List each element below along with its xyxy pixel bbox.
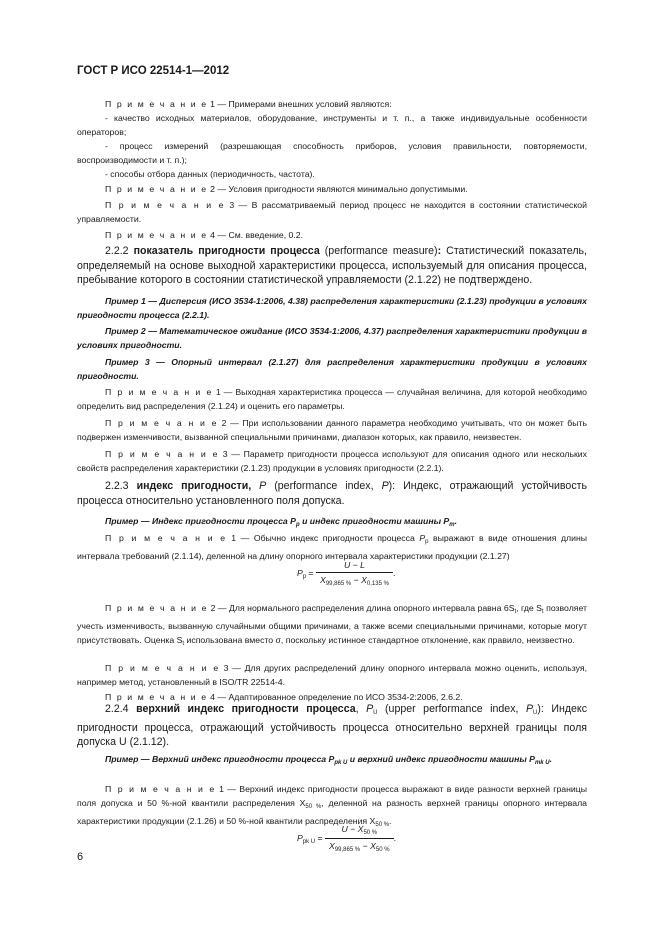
note-1-item-2: - процесс измерений (разрешающая способность приборов, условия правильности, повторяемости, воспроизводимости и т. п.);	[77, 141, 587, 165]
example-2: Пример 2 — Математическое ожидание (ИСО 3534-1:2006, 4.37) распределения характеристики продукции в условиях пригодности.	[77, 326, 587, 350]
note-1-item-3: - способы отбора данных (периодичность, частота).	[105, 169, 315, 179]
numerator: $U - X_{50 \%}$	[325, 824, 394, 839]
denominator: $X_{99,865 \%} - X_{50 \%}$	[329, 841, 390, 853]
note-1: П р и м е ч а н и е 1 — Верхний индекс пригодности процесса выражают в виде разности верхней границы поля допуска и 50 %-ной квантили распределения $X_{50 \%}$, деленной на разность верхней границы опорного интервала характеристики продукции (2.1.26) и 50 %-ной квантили распределения $X_{50 \%}$.	[77, 784, 587, 828]
formula-pp: $P_p$ = $\frac{U - L}{X_{99,865 \%} - X_{0,135 \%}}$ .	[297, 560, 396, 587]
note-2: П р и м е ч а н и е 2 — Для нормального распределения длина опорного интервала равна $6S_t$, где $S_t$ позволяет учесть изменчивость, вызванную случайными общими причинами, а также всеми специальными причинами, которые могут присутствовать. Оценка $S_t$ использована вместо σ, поскольку истинное стандартное отклонение, как правило, неизвестно.	[77, 603, 587, 647]
fraction	[325, 824, 394, 853]
section-2-2-2: 2.2.2 показатель пригодности процесса (performance measure): Статистический показатель, определяемый на основе выходной характеристики процесса, используемый для описания процесса, пребывание которого в состоянии статистической управляемости (2.1.22) не подтверждено.	[77, 245, 587, 286]
document-header: ГОСТ Р ИСО 22514-1—2012	[77, 65, 230, 77]
example: Пример — Верхний индекс пригодности процесса $P_{pk U}$ и верхний индекс пригодности машины $P_{mk U}$.	[105, 754, 553, 766]
page-number: 6	[77, 851, 84, 863]
note-2: П р и м е ч а н и е 2 — При использовании данного параметра необходимо учитывать, что он может быть подвержен изменчивости, вызванной специальными причинами, диапазон которых, как правило, неизвестен.	[77, 418, 588, 442]
denominator: $X_{99,865 \%} - X_{0,135 \%}$	[320, 575, 389, 587]
note-3: П р и м е ч а н и е 3 — Параметр пригодности процесса используют для описания одного или нескольких свойств распределения характеристики (2.1.23) продукции в условиях пригодности (2.2.1).	[77, 449, 587, 473]
term: верхний индекс пригодности процесса	[136, 703, 356, 715]
example-1: Пример 1 — Дисперсия (ИСО 3534-1:2006, 4.38) распределения характеристики (2.1.23) продукции в условиях пригодности процесса (2.2.1).	[77, 296, 587, 320]
note-1-item-1: - качество исходных материалов, оборудование, инструменты и т. п., а также индивидуальные особенности операторов;	[77, 113, 587, 137]
term: индекс пригодности,	[136, 480, 260, 492]
section-2-2-4: 2.2.4 верхний индекс пригодности процесса, $P_U$ (upper performance index, $P_U$): Индекс пригодности процесса, отражающий устойчивость процесса относительно верхней границы поля допуска U (2.1.12).	[77, 703, 587, 748]
note-1: П р и м е ч а н и е 1 — Выходная характеристика процесса — случайная величина, для которой необходимо определить вид распределения (2.1.24) и оценить его параметры.	[77, 387, 587, 411]
term: показатель пригодности процесса	[133, 245, 320, 257]
note-3: П р и м е ч а н и е 3 — В рассматриваемый период процесс не находится в состоянии статистической управляемости.	[77, 200, 587, 224]
formula-ppk-u: $P_{pk U}$ = $\frac{U - X_{50 \%}}{X_{99,865 \%} - X_{50 \%}}$ .	[297, 824, 397, 853]
note-4: П р и м е ч а н и е 4 — См. введение, 0.2.	[105, 230, 304, 240]
example: Пример — Индекс пригодности процесса $P_p$ и индекс пригодности машины $P_m$.	[105, 516, 457, 528]
numerator: U − L	[316, 560, 393, 573]
note-2: П р и м е ч а н и е 2 — Условия пригодности являются минимально допустимыми.	[105, 184, 468, 194]
note-3: П р и м е ч а н и е 3 — Для других распределений длину опорного интервала можно оценить, используя, например метод, установленный в ISO/TR 22514-4.	[77, 663, 588, 687]
fraction	[316, 560, 393, 587]
note-1: П р и м е ч а н и е 1 — Примерами внешних условий являются:	[105, 99, 392, 109]
note-1: П р и м е ч а н и е 1 — Обычно индекс пригодности процесса $P_p$ выражают в виде отношения длины интервала требований (2.1.14), деленной на длину опорного интервала характеристики продукции (2.1.27)	[77, 533, 587, 561]
note-4: П р и м е ч а н и е 4 — Адаптированное определение по ИСО 3534-2:2006, 2.6.2.	[105, 692, 463, 702]
example-3: Пример 3 — Опорный интервал (2.1.27) для распределения характеристики продукции в условиях пригодности.	[77, 357, 587, 381]
section-2-2-3: 2.2.3 индекс пригодности, P (performance index, P): Индекс, отражающий устойчивость процесса относительно установленного поля допуска.	[77, 480, 587, 507]
